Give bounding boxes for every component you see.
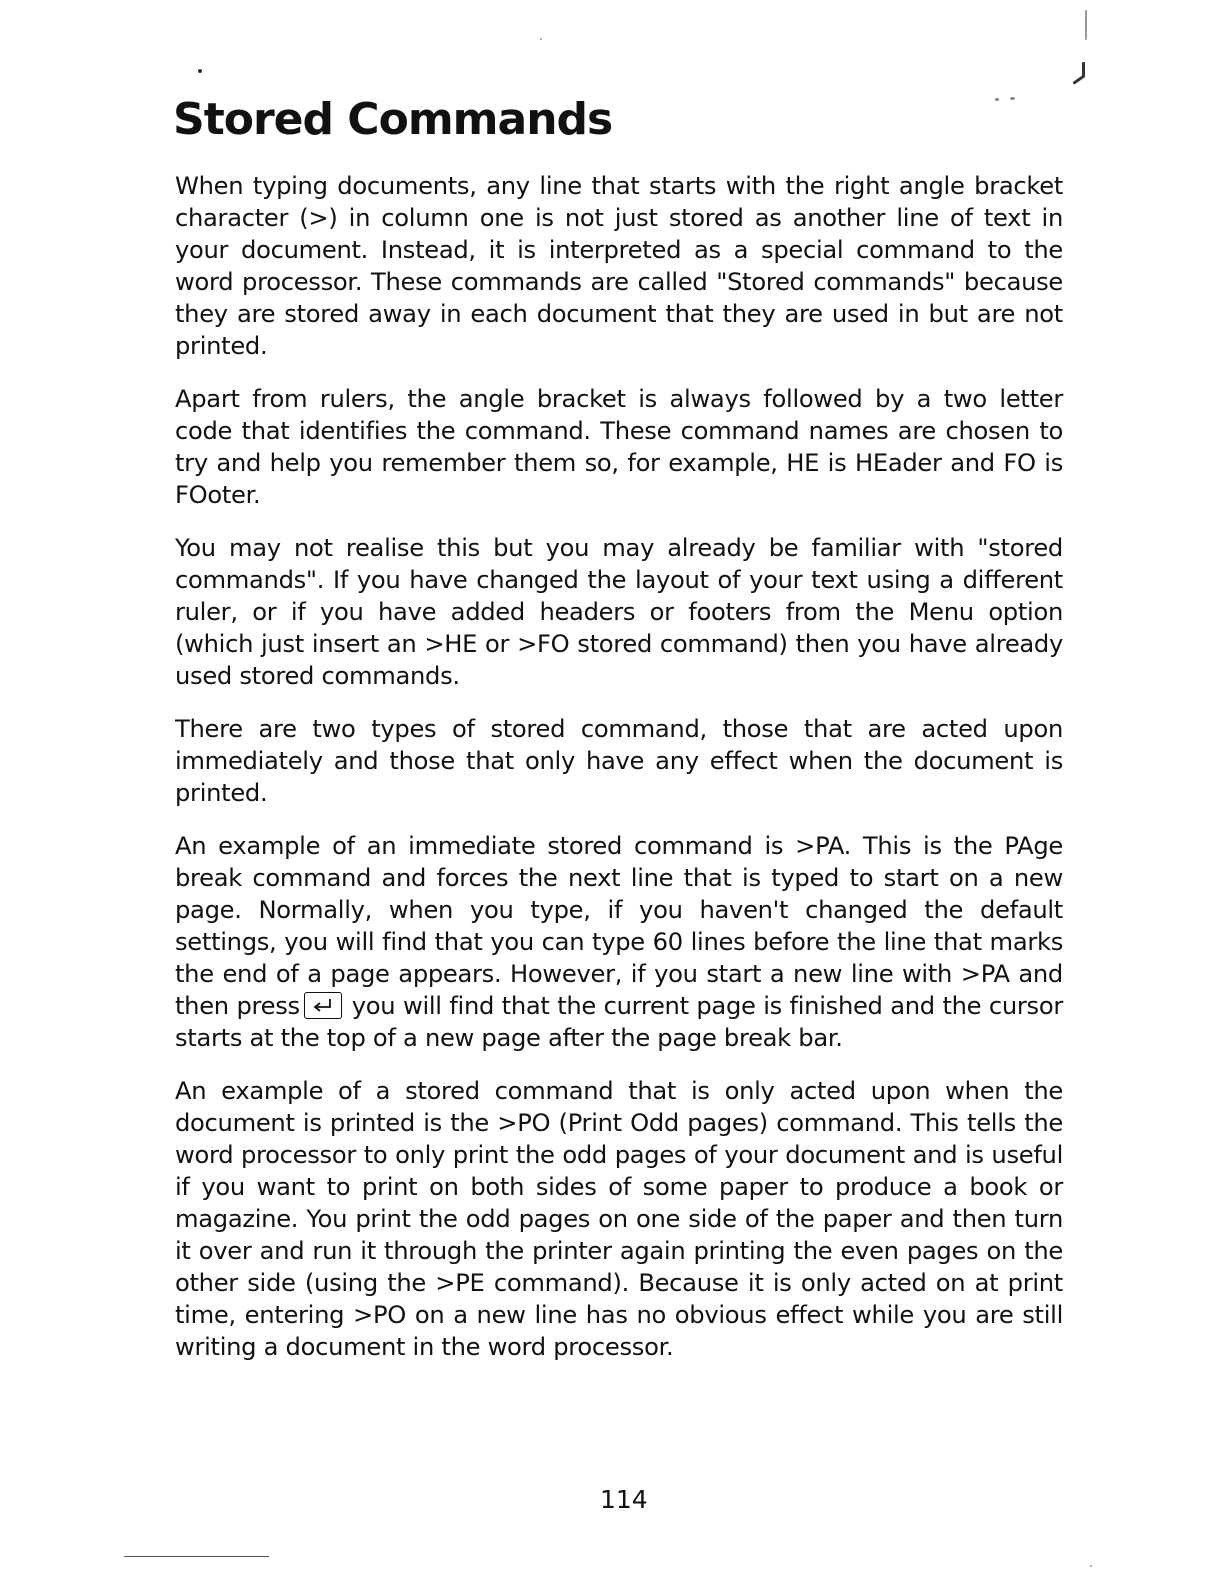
paragraph-types: There are two types of stored command, those that are acted upon immediately and those that only have any effect when the document is printed. [175, 715, 1063, 807]
paragraph-immediate-text-before: An example of an immediate stored command is >PA. This is the PAge break command and forces the next line that is typed to start on a new page. Normally, when you type, if you haven't changed the default settings, you will find that you can type 60 lines before the line that marks the end of a page appears. However, if you start a new line with >PA and then press [175, 832, 1063, 1020]
paragraph-command-codes: Apart from rulers, the angle bracket is always followed by a two letter code that identifies the command. These command names are chosen to try and help you remember them so, for example, HE is HEader and FO is FOoter. [175, 385, 1063, 509]
paragraph-immediate-text-after: you will find that the current page is finished and the cursor starts at the top of a new page after the page break bar. [175, 992, 1063, 1052]
enter-key-icon [304, 992, 342, 1019]
paragraph-immediate-example [175, 830, 1063, 1054]
scan-speck [995, 98, 999, 101]
page-number: 114 [600, 1485, 648, 1514]
paragraph-print-example: An example of a stored command that is only acted upon when the document is printed is the >PO (Print Odd pages) command. This tells the word processor to only print the odd pages of your document and is useful if you want to print on both sides of some paper to produce a book or magazine. You print the odd pages on one side of the paper and then turn it over and run it through the printer again printing the even pages on the other side (using the >PE command). Because it is only acted on at print time, entering >PO on a new line has no obvious effect while you are still writing a document in the word processor. [175, 1077, 1063, 1361]
page-title: Stored Commands [173, 94, 613, 145]
scan-speck [1090, 1565, 1092, 1567]
scan-speck [198, 69, 202, 73]
body-text [175, 170, 1063, 1384]
paragraph-intro: When typing documents, any line that starts with the right angle bracket character (>) in column one is not just stored as another line of text in your document. Instead, it is interpreted as a special command to the word processor. These commands are called "Stored commands" because they are stored away in each document that they are used in but are not printed. [175, 172, 1063, 360]
scan-speck [540, 38, 542, 40]
scan-speck [1010, 97, 1015, 100]
scan-speck [1085, 10, 1087, 40]
scan-artifact-line [124, 1556, 269, 1557]
paragraph-familiar: You may not realise this but you may already be familiar with "stored commands". If you have changed the layout of your text using a different ruler, or if you have added headers or footers from the Menu option (which just insert an >HE or >FO stored command) then you have already used stored commands. [175, 534, 1063, 690]
scan-speck [1072, 74, 1085, 84]
